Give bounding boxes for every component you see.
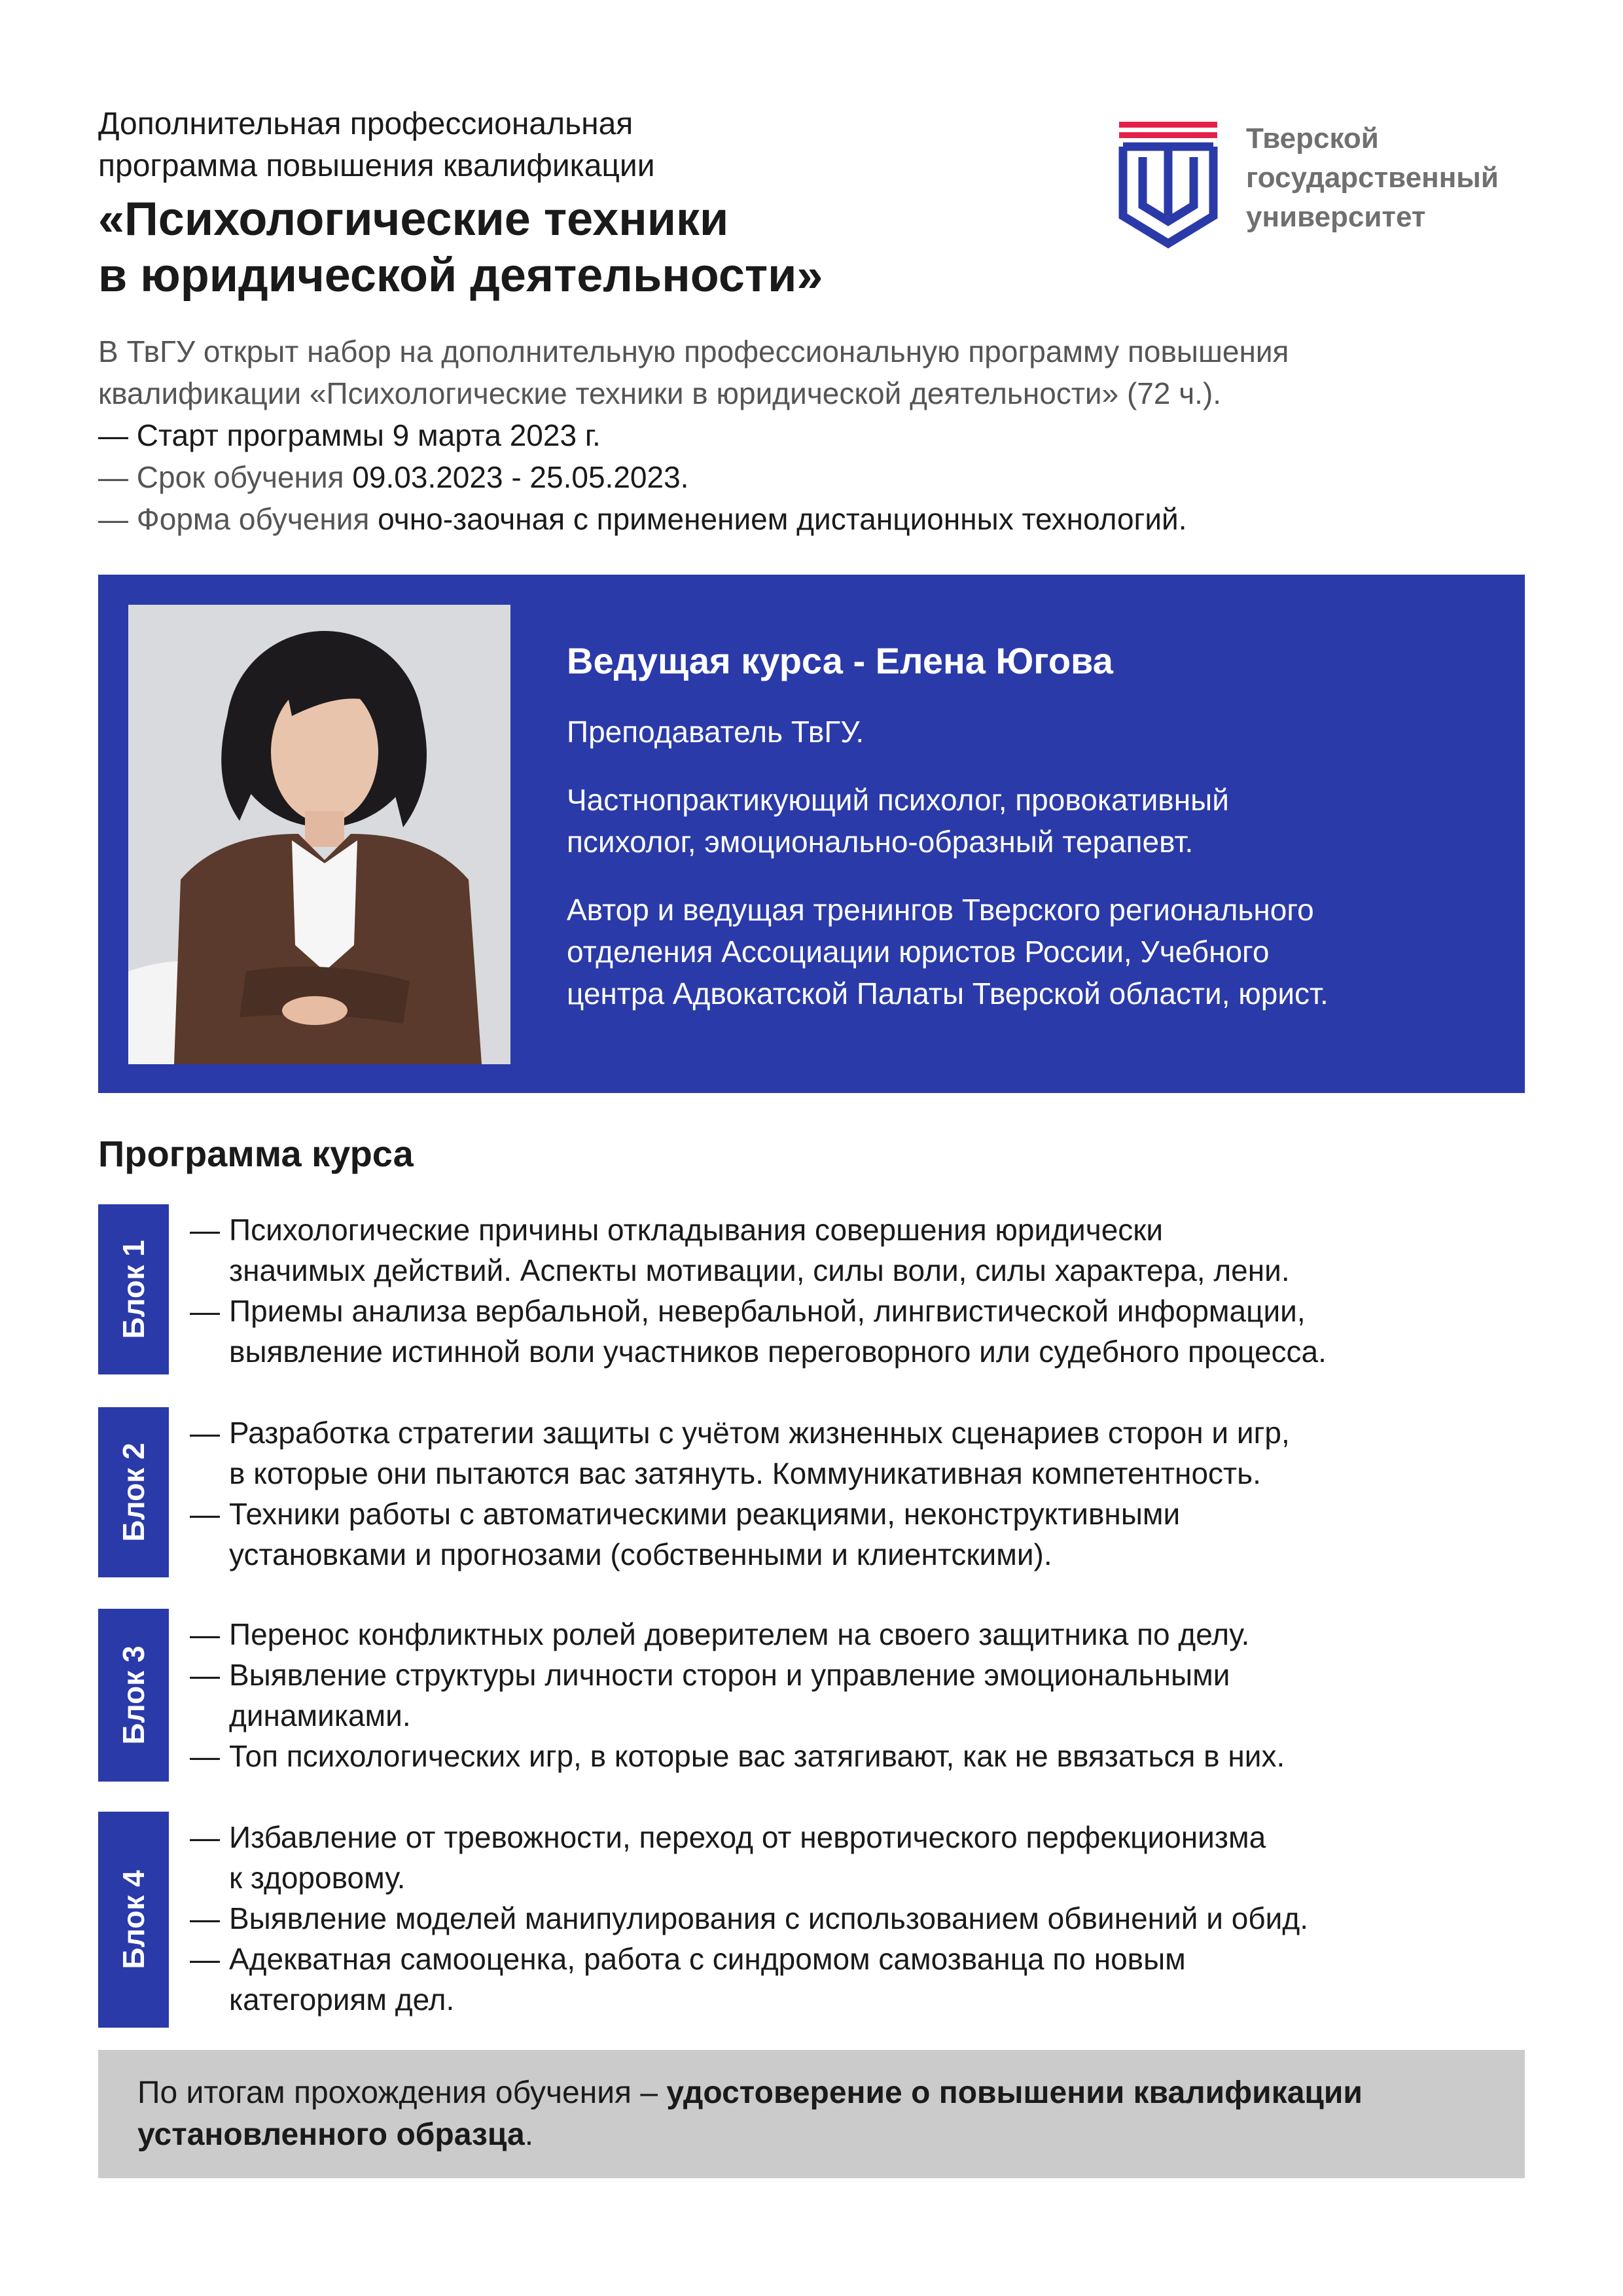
block-items [190, 1817, 1564, 2020]
program-subtitle [98, 103, 1080, 187]
start-date: — Старт программы 9 марта 2023 г. [98, 418, 601, 452]
program-title [98, 191, 1080, 304]
list-item: — Избавление от тревожности, переход от невротического перфекционизма к здоровому. [190, 1817, 1564, 1898]
certificate-text: По итогам прохождения обучения – удостоверение о повышении квалификации установленного образца. [137, 2075, 1363, 2152]
list-item: — Психологические причины откладывания совершения юридически значимых действий. Аспекты мотивации, силы воли, силы характера, лени. [190, 1210, 1564, 1291]
presenter-name: Ведущая курса - Елена Югова [567, 640, 1113, 681]
list-item: — Приемы анализа вербальной, невербальной, лингвистической информации, выявление истинной воли участников переговорного или судебного процесса. [190, 1291, 1564, 1372]
university-logo [1113, 118, 1558, 249]
block-label: Блок 4 [98, 1812, 169, 2028]
list-item: — Выявление структуры личности сторон и управление эмоциональными динамиками. [190, 1655, 1564, 1736]
list-item: — Выявление моделей манипулирования с использованием обвинений и обид. [190, 1898, 1564, 1939]
presenter-info [567, 637, 1503, 1014]
block-label: Блок 1 [98, 1204, 169, 1374]
intro-section [98, 331, 1564, 540]
portrait-illustration [128, 605, 510, 1064]
intro-text: квалификации «Психологические техники в юридической деятельности» (72 ч.). [98, 376, 1222, 410]
block-label: Блок 3 [98, 1609, 169, 1782]
block-items [190, 1210, 1564, 1372]
program-block [98, 1204, 1564, 1374]
list-item: — Топ психологических игр, в которые вас затягивают, как не ввязаться в них. [190, 1736, 1564, 1776]
subtitle-line: программа повышения квалификации [98, 149, 655, 183]
program-block [98, 1407, 1564, 1577]
list-item: — Разработка стратегии защиты с учётом жизненных сценариев сторон и игр, в которые они пытаются вас затянуть. Коммуникативная компетентность. [190, 1412, 1564, 1494]
program-section-title: Программа курса [98, 1133, 414, 1174]
presenter-role: Преподаватель ТвГУ. [567, 715, 865, 749]
subtitle-line: Дополнительная профессиональная [98, 107, 633, 141]
list-item: — Техники работы с автоматическими реакциями, неконструктивными установками и прогнозами (собственными и клиентскими). [190, 1494, 1564, 1575]
block-items [190, 1412, 1564, 1575]
block-label: Блок 2 [98, 1407, 169, 1577]
list-item: — Адекватная самооценка, работа с синдромом самозванца по новым категориям дел. [190, 1939, 1564, 2020]
presenter-photo [128, 605, 510, 1064]
title-line: в юридической деятельности» [98, 249, 823, 302]
intro-text: В ТвГУ открыт набор на дополнительную профессиональную программу повышения [98, 334, 1289, 368]
study-form: — Форма обучения очно-заочная с применением дистанционных технологий. [98, 502, 1187, 536]
presenter-specialty: Частнопрактикующий психолог, провокативный психолог, эмоционально-образный терапевт. [567, 783, 1229, 859]
presenter-experience: Автор и ведущая тренингов Тверского регионального отделения Ассоциации юристов России, Учебного центра Адвокатской Палаты Тверской области, юрист. [567, 893, 1329, 1011]
program-block [98, 1812, 1564, 2028]
tvgu-emblem-icon [1113, 118, 1224, 249]
university-name: Тверской государственный университет [1246, 122, 1499, 233]
presenter-card [98, 575, 1525, 1093]
study-duration: — Срок обучения 09.03.2023 - 25.05.2023. [98, 460, 689, 494]
list-item: — Перенос конфликтных ролей доверителем на своего защитника по делу. [190, 1614, 1564, 1655]
certificate-note [98, 2050, 1525, 2178]
program-block [98, 1609, 1564, 1782]
block-items [190, 1614, 1564, 1776]
title-line: «Психологические техники [98, 193, 729, 245]
